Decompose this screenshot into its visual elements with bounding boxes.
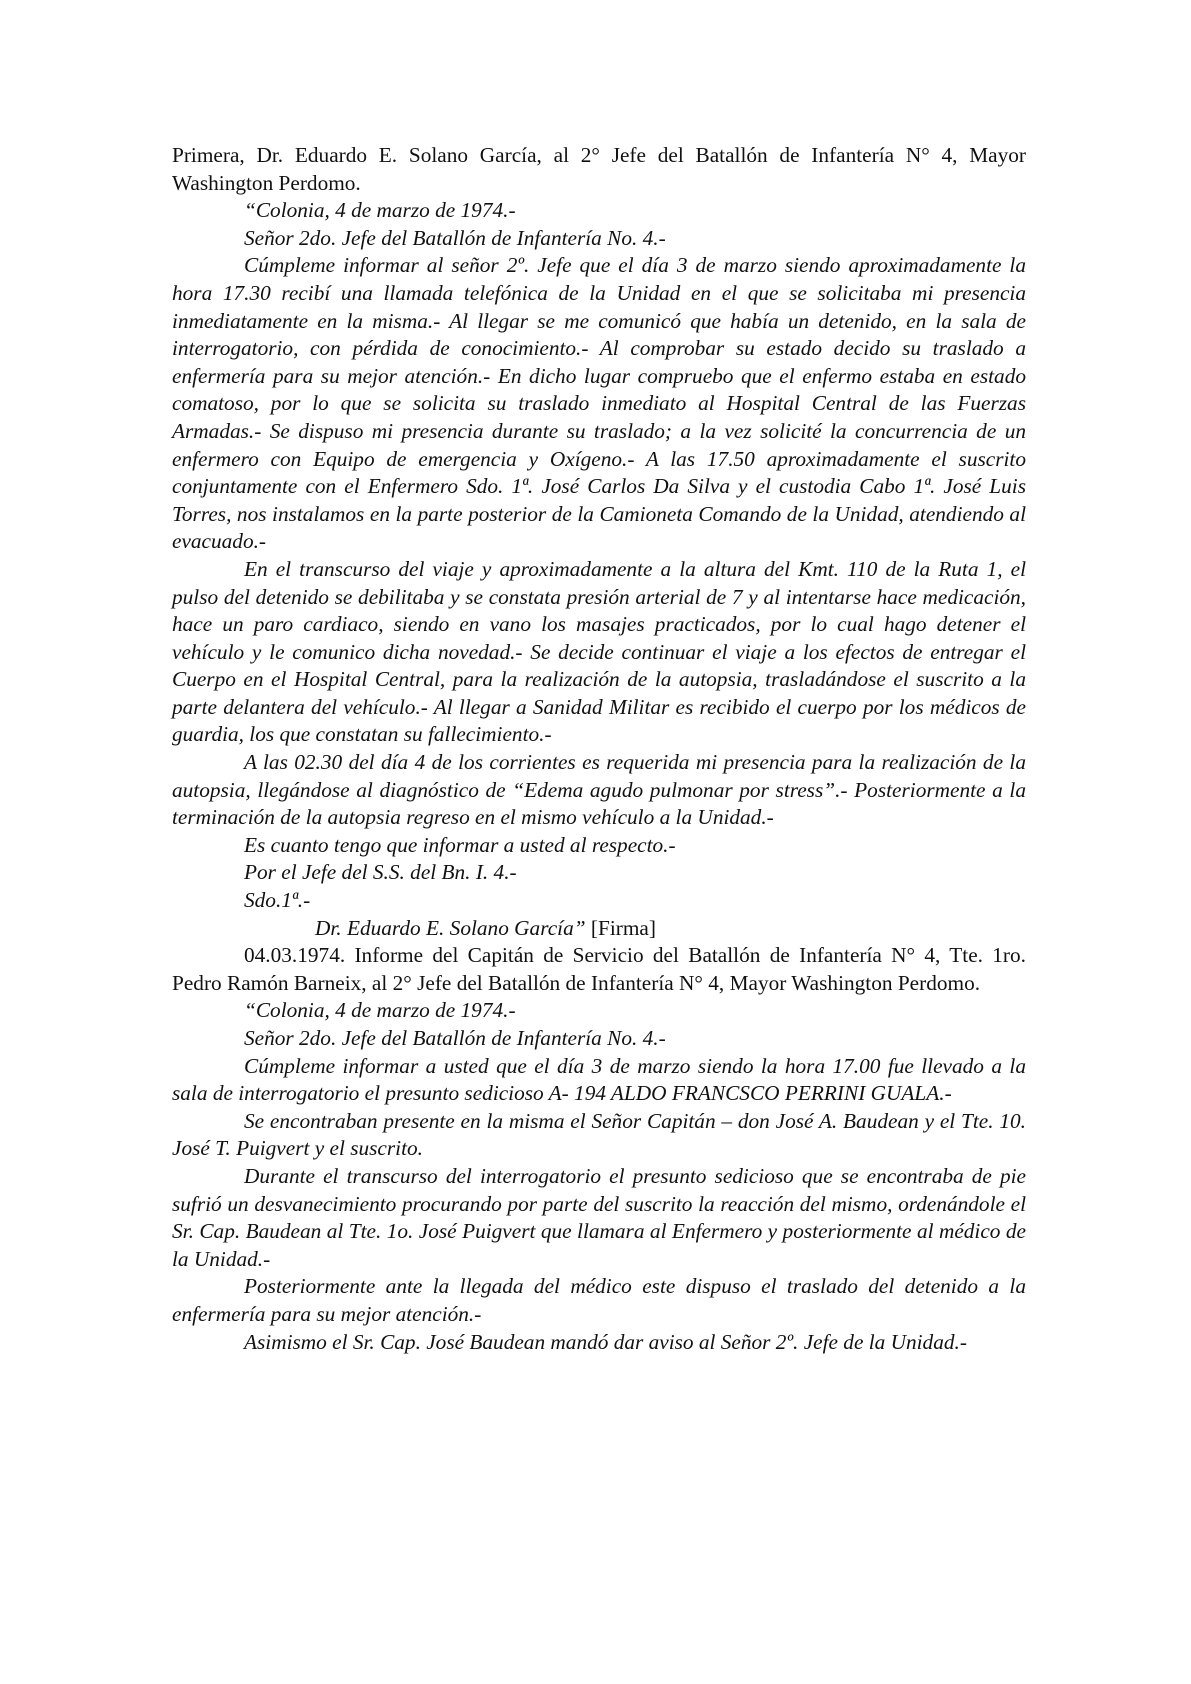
letter-date-line: “Colonia, 4 de marzo de 1974.-: [244, 998, 516, 1023]
letter-body-paragraph: Cúmpleme informar a usted que el día 3 de marzo siendo la hora 17.00 fue llevado a la sala de interrogatorio el presunto sedicioso A- 194 ALDO FRANCSCO PERRINI GUALA.-: [172, 1053, 1026, 1106]
letter-addressee: Señor 2do. Jefe del Batallón de Infantería No. 4.-: [244, 1026, 666, 1050]
letter-body-paragraph: Posteriormente ante la llegada del médico este dispuso el traslado del detenido a la enfermería para su mejor atención.-: [172, 1274, 1026, 1326]
document-page: [172, 142, 1026, 1356]
letter-body-paragraph: Durante el transcurso del interrogatorio el presunto sedicioso que se encontraba de pie sufrió un desvanecimiento procurando por parte del suscrito la reacción del mismo, ordenándole el Sr. Cap. Baudean al Tte. 1o. José Puigvert que llamara al Enfermero y posteriormente al médico de la Unidad.-: [172, 1163, 1026, 1271]
paragraph-report-heading: 04.03.1974. Informe del Capitán de Servicio del Batallón de Infantería N° 4, Tte. 1ro. Pedro Ramón Barneix, al 2° Jefe del Batallón de Infantería N° 4, Mayor Washington Perdomo.: [172, 943, 1026, 995]
letter-closing: Por el Jefe del S.S. del Bn. I. 4.-: [244, 860, 517, 885]
letter-date-line: “Colonia, 4 de marzo de 1974.-: [244, 198, 516, 223]
letter-body-paragraph: Asimismo el Sr. Cap. José Baudean mandó dar aviso al Señor 2º. Jefe de la Unidad.-: [244, 1329, 967, 1354]
letter-closing: Es cuanto tengo que informar a usted al respecto.-: [244, 832, 676, 857]
letter-body-paragraph: A las 02.30 del día 4 de los corrientes es requerida mi presencia para la realización de la autopsia, llegándose al diagnóstico de “Edema agudo pulmonar por stress”.- Posteriormente a la terminación de la autopsia regreso en el mismo vehículo a la Unidad.-: [172, 750, 1026, 830]
paragraph-intro: Primera, Dr. Eduardo E. Solano García, al 2° Jefe del Batallón de Infantería N° 4, Mayor Washington Perdomo.: [172, 143, 1026, 195]
letter-addressee: Señor 2do. Jefe del Batallón de Infantería No. 4.-: [244, 225, 666, 250]
signature-name: Dr. Eduardo E. Solano García”: [315, 915, 586, 940]
letter-body-paragraph: Cúmpleme informar al señor 2º. Jefe que el día 3 de marzo siendo aproximadamente la hora 17.30 recibí una llamada telefónica de la Unidad en el que se solicitaba mi presencia inmediatamente en la misma.- Al llegar se me comunicó que había un detenido, en la sala de interrogatorio, con pérdida de conocimiento.- Al comprobar su estado decido su traslado a enfermería para su mejor atención.- En dicho lugar compruebo que el enfermo estaba en estado comatoso, por lo que se solicita su traslado inmediato al Hospital Central de las Fuerzas Armadas.- Se dispuso mi presencia durante su traslado; a la vez solicité la concurrencia de un enfermero con Equipo de emergencia y Oxígeno.- A las 17.50 aproximadamente el suscrito conjuntamente con el Enfermero Sdo. 1ª. José Carlos Da Silva y el custodia Cabo 1ª. José Luis Torres, nos instalamos en la parte posterior de la Camioneta Comando de la Unidad, atendiendo al evacuado.-: [172, 253, 1026, 554]
letter-body-paragraph: Se encontraban presente en la misma el Señor Capitán – don José A. Baudean y el Tte. 10. José T. Puigvert y el suscrito.: [172, 1108, 1026, 1161]
signature-note: [Firma]: [585, 915, 656, 940]
letter-signature: [172, 915, 1026, 943]
letter-rank: Sdo.1ª.-: [244, 888, 311, 913]
letter-body-paragraph: En el transcurso del viaje y aproximadamente a la altura del Kmt. 110 de la Ruta 1, el pulso del detenido se debilitaba y se constata presión arterial de 7 y al intentarse hace medicación, hace un paro cardiaco, siendo en vano los masajes practicados, por lo cual hago detener el vehículo y le comunico dicha novedad.- Se decide continuar el viaje a los efectos de entregar el Cuerpo en el Hospital Central, para la realización de la autopsia, trasladándose el suscrito a la parte delantera del vehículo.- Al llegar a Sanidad Militar es recibido el cuerpo por los médicos de guardia, los que constatan su fallecimiento.-: [172, 556, 1026, 747]
